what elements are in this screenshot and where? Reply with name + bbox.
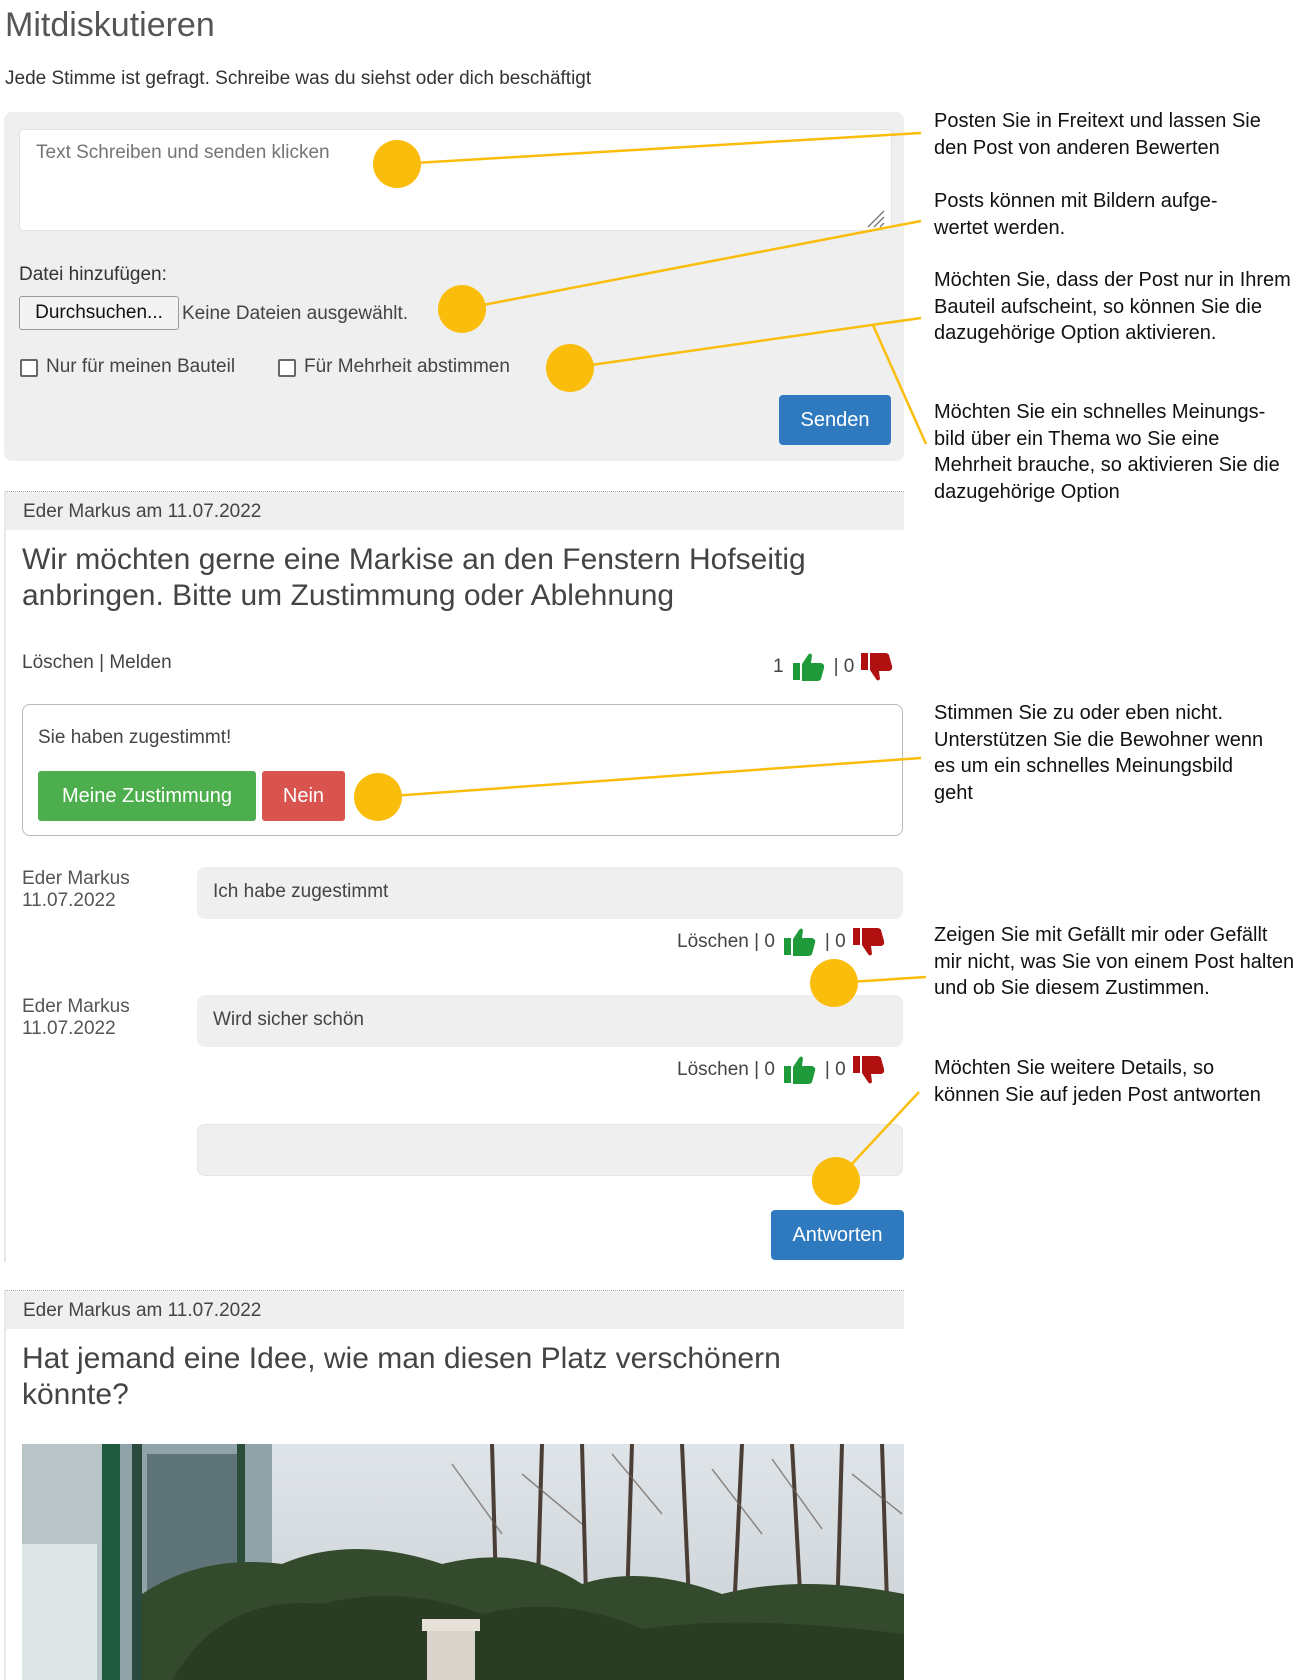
annotation-callout: Möchten Sie, dass der Post nur in Ihrem Bauteil aufscheint, so können Sie die dazugehörige Option aktivieren.: [934, 269, 1291, 344]
browse-file-button[interactable]: Durchsuchen...: [19, 296, 179, 330]
file-status-text: Keine Dateien ausgewählt.: [182, 303, 409, 324]
own-component-checkbox[interactable]: [20, 359, 38, 377]
post-header: [6, 1291, 904, 1329]
approval-box: [22, 704, 903, 836]
comment-author: [22, 996, 130, 1040]
page-title: Mitdiskutieren: [5, 6, 215, 44]
post-actions[interactable]: Löschen | Melden: [22, 652, 172, 673]
post-left-rule: [4, 1291, 6, 1680]
annotation-callout: Möchten Sie weitere Details, so können Sie auf jeden Post antworten: [934, 1057, 1261, 1106]
post-text: Hat jemand eine Idee, wie man diesen Platz verschönern könnte?: [22, 1342, 781, 1411]
comment-date: 11.07.2022: [22, 1018, 116, 1039]
annotation-marker: [812, 1157, 860, 1205]
majority-vote-checkbox[interactable]: [278, 359, 296, 377]
approve-button[interactable]: Meine Zustimmung: [38, 771, 256, 821]
comment-author-name: Eder Markus: [22, 868, 130, 889]
comment-author: [22, 868, 130, 912]
like-count: 1: [773, 656, 784, 677]
dislike-count: | 0: [833, 656, 855, 677]
approval-status: Sie haben zugestimmt!: [38, 727, 232, 748]
annotation-callout: Möchten Sie ein schnelles Meinungs-bild über ein Thema wo Sie eine Mehrheit brauche, so aktivieren Sie die dazugehörige Option: [934, 401, 1280, 503]
dislike-count: | 0: [824, 931, 846, 952]
comment-author-name: Eder Markus: [22, 996, 130, 1017]
own-component-label[interactable]: Nur für meinen Bauteil: [46, 356, 236, 377]
annotation-callout: Stimmen Sie zu oder eben nicht. Unterstützen Sie die Bewohner wenn es um ein schnelles Meinungsbild geht: [934, 702, 1264, 804]
file-attach-label: Datei hinzufügen:: [19, 264, 167, 285]
annotation-marker: [810, 959, 858, 1007]
resize-handle-icon[interactable]: [866, 210, 886, 228]
annotation-marker: [438, 285, 486, 333]
comment-actions[interactable]: Löschen | 0: [677, 1059, 775, 1080]
annotation-marker: [546, 344, 594, 392]
thumbs-up-icon[interactable]: [792, 652, 826, 682]
send-button[interactable]: Senden: [779, 395, 891, 445]
comment-footer: [677, 1055, 886, 1085]
page-subtitle: Jede Stimme ist gefragt. Schreibe was du siehst oder dich beschäftigt: [5, 68, 592, 89]
annotation-callout: Zeigen Sie mit Gefällt mir oder Gefällt mir nicht, was Sie von einem Post halten und ob Sie diesem Zustimmen.: [934, 924, 1295, 999]
post-photo: [22, 1444, 904, 1680]
thumbs-down-icon[interactable]: [852, 927, 886, 957]
comment-date: 11.07.2022: [22, 890, 116, 911]
post-text-input[interactable]: [19, 129, 892, 231]
dislike-count: | 0: [824, 1059, 846, 1080]
annotation-callout: Posts können mit Bildern aufge-wertet werden.: [934, 190, 1218, 239]
thumbs-down-icon[interactable]: [852, 1055, 886, 1085]
annotation-marker: [354, 773, 402, 821]
comment-text: Wird sicher schön: [197, 995, 903, 1047]
thumbs-up-icon[interactable]: [783, 1055, 817, 1085]
majority-vote-label[interactable]: Für Mehrheit abstimmen: [304, 356, 510, 377]
post-author-date: Eder Markus am 11.07.2022: [23, 1300, 262, 1321]
thumbs-down-icon[interactable]: [860, 652, 894, 682]
post-text: Wir möchten gerne eine Markise an den Fenstern Hofseitig anbringen. Bitte um Zustimmung oder Ablehnung: [22, 543, 806, 612]
reply-input[interactable]: [197, 1124, 903, 1176]
annotation-marker: [373, 140, 421, 188]
reject-button[interactable]: Nein: [262, 771, 345, 821]
thumbs-up-icon[interactable]: [783, 927, 817, 957]
post-author-date: Eder Markus am 11.07.2022: [23, 501, 262, 522]
annotation-callout: Posten Sie in Freitext und lassen Sie den Post von anderen Bewerten: [934, 110, 1261, 159]
reply-button[interactable]: Antworten: [771, 1210, 904, 1260]
comment-footer: [677, 927, 886, 957]
comment-actions[interactable]: Löschen | 0: [677, 931, 775, 952]
post-votes: [773, 652, 894, 682]
post-header: [6, 492, 904, 530]
post-left-rule: [4, 492, 6, 1262]
comment-text: Ich habe zugestimmt: [197, 867, 903, 919]
